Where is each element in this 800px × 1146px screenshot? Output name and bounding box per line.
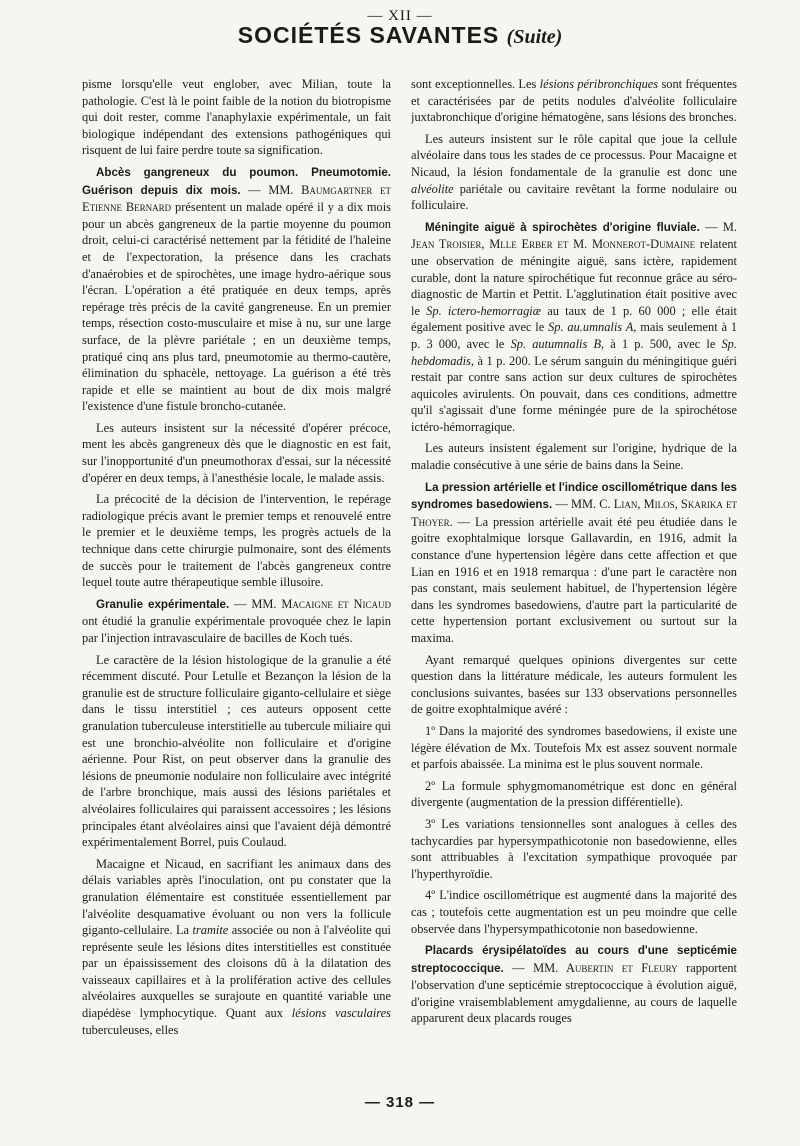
list-item: 4º L'indice oscillométrique est augmenté dans la majorité des cas ; toutefois cette augmentation est un peu moindre que celle observée dans l'hypersympathicotonie non basedowienne.: [411, 888, 737, 936]
italic-term: alvéolite: [411, 181, 454, 196]
page-title-main: SOCIÉTÉS SAVANTES: [237, 22, 500, 48]
list-item: 3º Les variations tensionnelles sont analogues à celles des tachycardies par hypersympathicotonie non basedowienne, elles sont attribuables à l'excitation sympathique provoquée par l'hyperthyroïdie.: [411, 816, 737, 881]
paragraph: [82, 856, 391, 1039]
list-item: 1º Dans la majorité des syndromes basedowiens, il existe une légère élévation de Mx. Toutefois Mx est assez souvent normale et parfois abaissée. La minima est le plus souvent normale.: [411, 723, 737, 772]
italic-term: lésions péribronchiques: [539, 77, 659, 91]
section-granulie: [82, 596, 391, 647]
section-text: présentent un malade opéré il y a dix mois pour un abcès gangreneux de la partie moyenne du poumon droit, celui-ci caractérisé nettement par la fétidité de l'haleine et de l'expectoration, la présence dans les crachats d'anaérobies et de spirochètes, une image hydro-aérique sous l'écran. L'opération a été pratiquée en deux temps, après repérage très précis de la cavité gangreneuse. En un premier temps, résection costo-musculaire et mise à nu, sur une large surface, de la plèvre pariétale ; en un deuxième temps, pratiqué cinq ans plus tard, pneumotomie au thermo-cautère, élimination du sphacèle, nettoyage. La guérison a été très rapide et elle se maintient au bout de dix mois malgré l'existence d'une fistule broncho-cutanée.: [82, 200, 391, 414]
page-title-suite: (Suite): [506, 26, 563, 48]
text-run: relatent une observation de méningite aiguë, sans ictère, rapidement curable, dont la nature spirochétique fut reconnue grâce au séro-diagnostic de Martin et Pettit. L'agglutination était positive avec le: [411, 237, 737, 318]
text-run: à 1 p. 200. Le sérum sanguin du méningitique guéri restait par contre sans action sur deux cultures de spirochètes aquicoles avirulents. On pouvait, dans ces conditions, admettre qu'il s'agissait d'une forme méningée pure de la spirochétose ictéro-hémorragique.: [411, 353, 737, 434]
section-title: Granulie expérimentale.: [96, 597, 230, 611]
paragraph: [411, 76, 737, 126]
paragraph: Le caractère de la lésion histologique de la granulie a été récemment discuté. Pour Letulle et Bezançon la lésion de la granulie est de structure folliculaire giganto-cellulaire et siège dans le tissu interstitiel ; ces auteurs opposent cette granulation tuberculeuse interstitielle au tubercule miliaire qui est une bronchio-alvéolite non folliculaire et d'origine aérienne. Pour Rist, on peut observer dans la granulie des lésions de pneumonie nodulaire non folliculaire avec intégrité de l'arbre bronchique, mais aussi des lésions pariétales et alvéolaires folliculaires qui paraissent accessoires ; les lésions principales étant alvéolaires ainsi que l'avaient déjà démontré expérimentalement Borrel, puis Coulaud.: [82, 652, 391, 850]
list-item: 2º La formule sphygmomanométrique est donc en général divergente (augmentation de la pression différentielle).: [411, 778, 737, 810]
italic-term: tramite: [192, 923, 229, 938]
text-run: sont exceptionnelles. Les: [411, 77, 537, 91]
text-run: tuberculeuses, elles: [82, 1022, 179, 1037]
italic-term: Sp. ictero-hemorragiæ: [426, 303, 542, 318]
page-roman-numeral: — XII —: [367, 8, 433, 24]
italic-term: Sp. hebdomadis,: [411, 336, 737, 368]
section-text: rapportent l'observation d'une septicémie streptococcique à évolution aiguë, d'origine vraisemblablement amygdalienne, au cours de laquelle apparurent deux placards rouges: [411, 960, 737, 1026]
text-run: sont fréquentes et caractérisées par de petits nodules d'alvéolite folliculaire juxtabronchique d'origine hématogène, sans lésions des bronches.: [411, 77, 737, 125]
section-authors: — MM. Baumgartner et Etienne Bernard: [82, 182, 391, 215]
paragraph: Les auteurs insistent également sur l'origine, hydrique de la maladie consécutive à une série de bains dans la Seine.: [411, 441, 737, 473]
text-run: au taux de 1 p. 60 000 ; elle était également positive avec le: [411, 303, 737, 335]
italic-term: Sp. autumnalis B,: [510, 336, 605, 351]
text-run: à 1 p. 500, avec le: [610, 336, 716, 351]
text-run: associée ou non à l'alvéolite qui représente seule les lésions dites interstitielles est constituée par un épaississement des cloisons dû à la dilatation des vaisseaux capillaires et à la prolifération active des cellules alvéolaires auxquelles se surajoute en quantité variable une diapédèse lymphocytique. Quant aux: [82, 923, 391, 1021]
page-title: [0, 22, 800, 49]
section-placards: [411, 942, 737, 1027]
section-meningite: [411, 219, 737, 436]
text-run: pariétale ou cavitaire revêtant la forme nodulaire ou folliculaire.: [411, 181, 737, 213]
section-title: La pression artérielle et l'indice oscillométrique dans les syndromes basedowiens.: [411, 480, 737, 512]
section-title: Placards érysipélatoïdes au cours d'une septicémie streptococcique.: [411, 944, 737, 975]
paragraph: pisme lorsqu'elle veut englober, avec Milian, toute la pathologie. C'est là le point faible de la notion du biotropisme qui doit rester, comme l'anaphylaxie expérimentale, un fait biologique indépendant des extensions pathogéniques qui risquent de lui faire perdre toute sa signification.: [82, 77, 391, 158]
text-run: Les auteurs insistent sur le rôle capital que joue la cellule alvéolaire dans tous les stades de ce processus. Pour Macaigne et Nicaud, la lésion fondamentale de la granulie est donc une: [411, 131, 737, 179]
italic-term: lésions vasculaires: [291, 1006, 391, 1021]
paragraph: Ayant remarqué quelques opinions divergentes sur cette question dans la littérature médicale, les auteurs formulent les conclusions suivantes, basées sur 133 observations personnelles de goitre exophtalmique avéré :: [411, 652, 737, 717]
left-column: [82, 76, 391, 1090]
section-authors: — MM. Aubertin et Fleury: [512, 960, 678, 975]
section-authors: — MM. Macaigne et Nicaud: [234, 596, 391, 611]
paragraph: Les auteurs insistent sur la nécessité d'opérer précoce, ment les abcès gangreneux dès que le diagnostic en est fait, sur l'inopportunité d'un pneumothorax d'essai, sur la nécessité d'opérer en deux temps, à l'anesthésie locale, le malade assis.: [82, 420, 391, 485]
section-text: ont étudié la granulie expérimentale provoquée chez le lapin par l'injection intravasculaire de bacilles de Koch tués.: [82, 614, 391, 645]
text-run: mais seulement à 1 p. 3 000, avec le: [411, 320, 737, 351]
section-text: — La pression artérielle avait été peu étudiée dans le goitre exophtalmique lorsque Gallavardin, en 1916, admit la constance d'une hypertension légère dans cette affection et que Lian en 1916 et en 1918 remarqua : d'une part le caractère non pas constant, mais seulement habituel, de l'hypertension légère dans les syndromes basedowiens, d'autre part la particularité de cette hypertension portant exclusivement ou surtout sur la maxima.: [411, 514, 737, 645]
section-pression: [411, 479, 737, 647]
paragraph: La précocité de la décision de l'intervention, le repérage radiologique précis avant le premier temps et renouvelé entre le premier et le deuxième temps, les progrès actuels de la technique dans cette chirurgie pulmonaire, sont des éléments de succès pour le traitement de l'abcès gangreneux contre lequel toute autre thérapeutique semble illusoire.: [82, 492, 391, 590]
italic-term: Sp. au.umnalis A,: [548, 320, 637, 335]
page-folio: — 318 —: [364, 1094, 436, 1111]
section-title: Abcès gangreneux du poumon. Pneumotomie. Guérison depuis dix mois.: [82, 165, 391, 197]
paragraph: [411, 131, 737, 214]
right-column: [411, 76, 737, 1090]
section-authors: — M. Jean Troisier, Mlle Erber et M. Monnerot-Dumaine: [411, 219, 737, 252]
section-title: Méningite aiguë à spirochètes d'origine fluviale.: [425, 220, 700, 234]
section-abces: [82, 164, 391, 415]
text-run: Macaigne et Nicaud, en sacrifiant les animaux dans des délais variables après l'inoculation, ont pu constater que la granulation élémentaire est constituée essentiellement par l'alvéolite desquamative évoluant ou non vers la follicule giganto-cellulaire. La: [82, 856, 391, 938]
section-authors: — MM. C. Lian, Milos, Skarika et Thoyer.: [411, 497, 737, 529]
